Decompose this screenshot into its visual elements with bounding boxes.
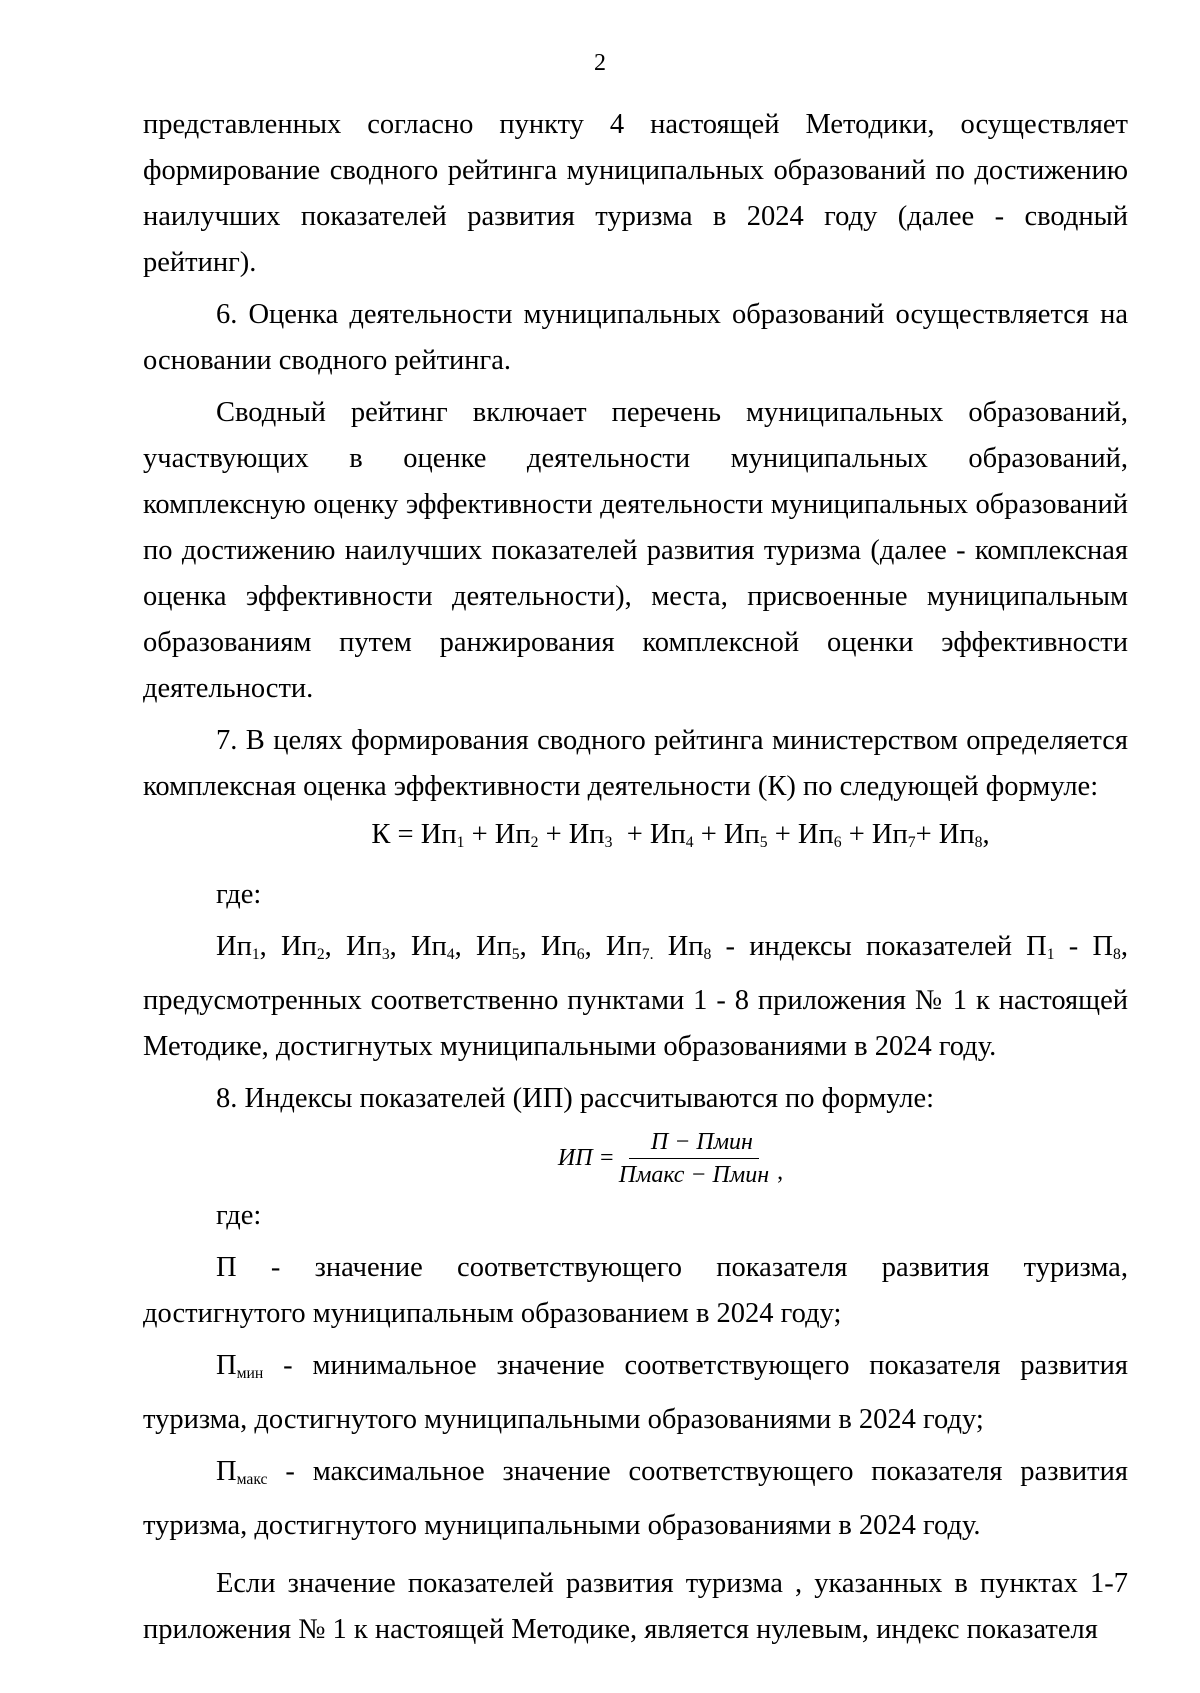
- formula-term: $Ип_3$ +: [568, 819, 650, 851]
- formula-term: $Ип_1$ +: [420, 819, 495, 851]
- formula-k-lhs: К =: [371, 819, 421, 850]
- formula-ip-lhs: ИП =: [557, 1145, 615, 1172]
- definition-p-min: $П_{мин}$ - минимальное значение соответствующего показателя развития туризма, достигнутого муниципальными образованиями в 2024 году;: [143, 1349, 1128, 1435]
- definition-p-first-line: П - значение соответствующего показателя развития туризма,: [216, 1251, 1128, 1283]
- formula-ip-denominator: Пмакс − Пмин: [618, 1161, 770, 1188]
- definition-p-max: $П_{макс}$ - максимальное значение соответствующего показателя развития туризма, достигнутого муниципальными образованиями в 2024 году.: [143, 1455, 1128, 1541]
- formula-term: $Ип_6$ +: [797, 819, 872, 851]
- formula-ip-comma: ,: [777, 1159, 784, 1186]
- word: согласно: [367, 109, 474, 140]
- formula-term: $Ип_7+$: [871, 819, 939, 851]
- where-label-2: где:: [216, 1199, 262, 1231]
- word: представленных: [143, 109, 342, 140]
- paragraph-1-first-line: [143, 102, 1128, 148]
- word: настоящей: [650, 109, 780, 140]
- definition-p-rest: достигнутого муниципальным образованием в 2024 году;: [143, 1297, 842, 1329]
- paragraph-1: [143, 102, 1128, 286]
- formula-ip: [213, 1128, 1128, 1189]
- document-body: [143, 102, 1128, 1653]
- formula-ip-numerator: П − Пмин: [629, 1128, 759, 1159]
- paragraph-1-rest: формирование сводного рейтинга муниципальных образований по достижению наилучших показателей развития туризма в 2024 году (далее - сводный рейтинг).: [143, 155, 1128, 278]
- word: 4: [609, 109, 625, 140]
- formula-term: $Ип_5$ +: [723, 819, 798, 851]
- formula-ip-fraction: [619, 1128, 769, 1189]
- formula-term: $Ип_4$ +: [649, 819, 724, 851]
- definition-p: [143, 1245, 1128, 1337]
- paragraph-summary-rating: Сводный рейтинг включает перечень муниципальных образований, участвующих в оценке деятельности муниципальных образований, комплексную оценку эффективности деятельности муниципальных образований по достижению наилучших показателей развития туризма (далее - комплексная оценка эффективности деятельности), места, присвоенные муниципальным образованиям путем ранжирования комплексной оценки эффективности деятельности.: [143, 397, 1128, 704]
- where-label-1: где:: [216, 878, 262, 910]
- formula-term: $Ип_2$ +: [494, 819, 569, 851]
- paragraph-7-formula-intro: 7. В целях формирования сводного рейтинга министерством определяется комплексная оценка эффективности деятельности (К) по следующей формуле:: [143, 725, 1128, 802]
- paragraph-zero-value: Если значение показателей развития туризма , указанных в пунктах 1-7 приложения № 1 к настоящей Методике, является нулевым, индекс показателя: [143, 1567, 1128, 1645]
- paragraph-6-assessment: 6. Оценка деятельности муниципальных образований осуществляется на основании сводного рейтинга.: [143, 299, 1128, 376]
- word: осуществляет: [960, 109, 1128, 140]
- paragraph-8-index-formula: 8. Индексы показателей (ИП) рассчитываются по формуле:: [216, 1082, 935, 1114]
- word: Методики,: [805, 109, 935, 140]
- page-number: 2: [594, 50, 606, 76]
- formula-k: [143, 812, 1128, 866]
- paragraph-index-definitions: $Ип_1$, $Ип_2$, $Ип_3$, $Ип_4$, $Ип_5$, $Ип_6$, $Ип_{7.}$ $Ип_8$ - индексы показателей $П_1 - П_8$, предусмотренных соответственно пунктами 1 - 8 приложения № 1 к настоящей Методике, достигнутых муниципальными образованиями в 2024 году.: [143, 930, 1128, 1062]
- word: пункту: [499, 109, 584, 140]
- formula-term: $Ип_8$,: [938, 819, 990, 851]
